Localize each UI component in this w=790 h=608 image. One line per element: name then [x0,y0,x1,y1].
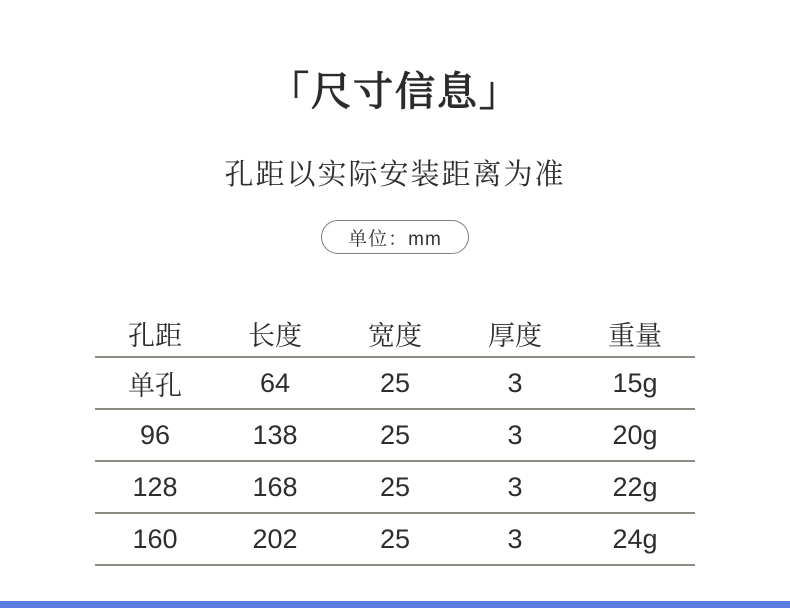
table-cell: 22g [612,471,658,502]
table-cell: 20g [612,419,658,450]
unit-badge: 单位：mm [321,220,469,254]
table-row [95,514,695,566]
table-header-cell: 宽度 [368,320,422,351]
table-row [95,358,695,410]
table-cell: 96 [139,419,171,450]
table-cell: 128 [132,471,178,502]
table-cell: 25 [379,471,411,502]
table-cell: 3 [507,471,523,502]
table-header-cell: 重量 [608,320,662,351]
table-cell: 3 [507,419,523,450]
table-cell: 25 [379,523,411,554]
section-title: 「尺寸信息」 [269,70,521,114]
table-cell: 单孔 [128,370,182,401]
table-cell: 3 [507,367,523,398]
table-cell: 15g [612,367,658,398]
table-header-row [95,310,695,358]
table-cell: 202 [252,523,298,554]
table-row [95,462,695,514]
table-cell: 3 [507,523,523,554]
size-table [95,310,695,566]
table-header-cell: 孔距 [128,320,182,351]
section-subtitle: 孔距以实际安装距离为准 [224,159,566,191]
table-cell: 160 [132,523,178,554]
table-cell: 24g [612,523,658,554]
table-header-cell: 长度 [248,320,302,351]
unit-badge-wrap [0,220,790,254]
table-cell: 64 [259,367,291,398]
table-cell: 25 [379,419,411,450]
table-cell: 25 [379,367,411,398]
table-row [95,410,695,462]
table-cell: 168 [252,471,298,502]
table-header-cell: 厚度 [488,320,542,351]
table-cell: 138 [252,419,298,450]
footer-accent-bar [0,601,790,608]
